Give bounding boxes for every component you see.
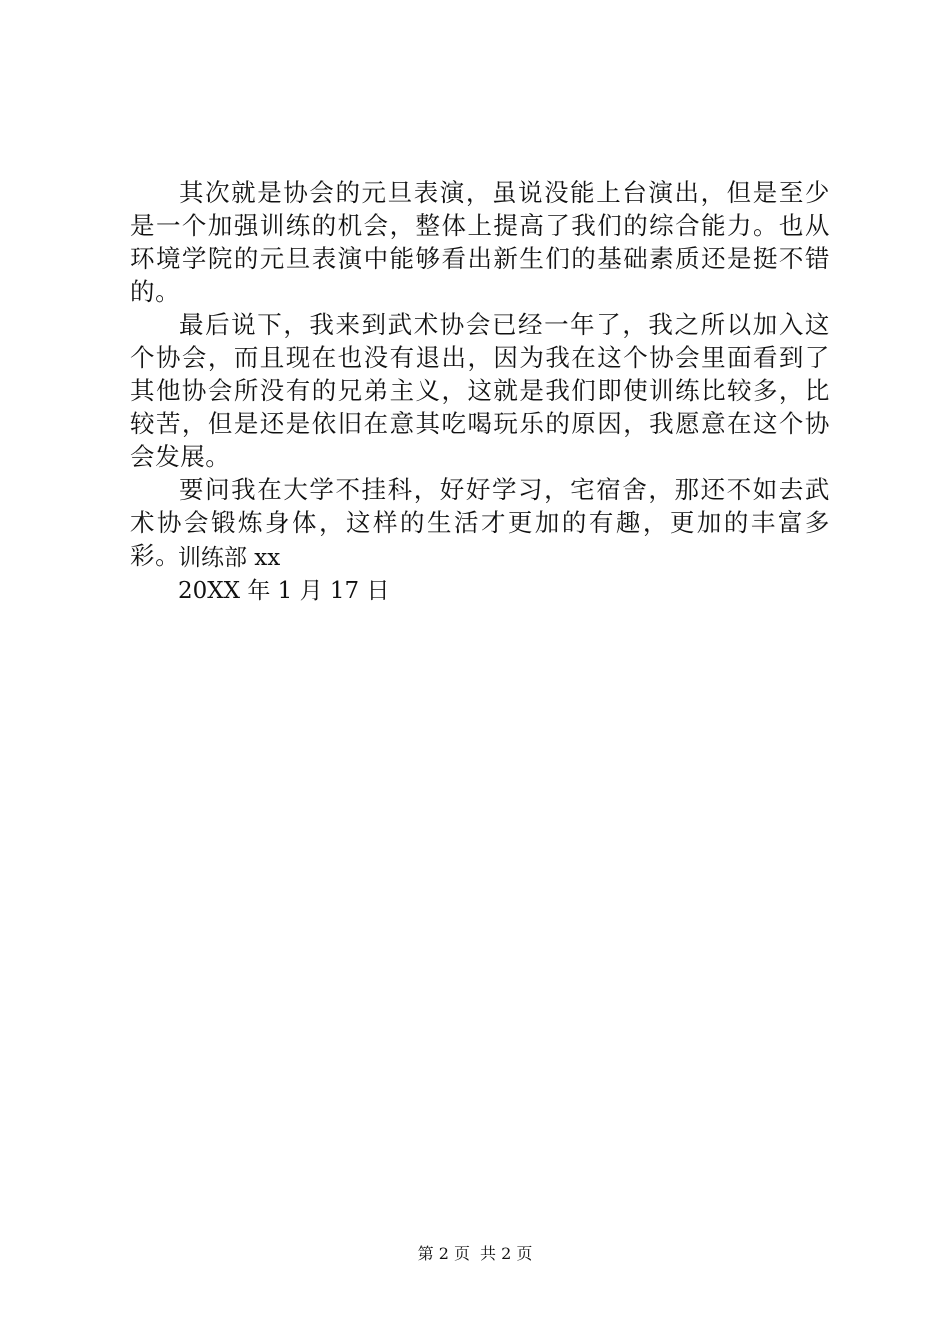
page-number-current: 第 2 页: [417, 1244, 470, 1263]
paragraph-performance: 其次就是协会的元旦表演，虽说没能上台演出，但是至少是一个加强训练的机会，整体上提高了我们的综合能力。也从环境学院的元旦表演中能够看出新生们的基础素质还是挺不错的。: [130, 178, 830, 306]
signature-department: 训练部 xx: [178, 545, 281, 571]
signature-date: 20XX 年 1 月 17 日: [178, 578, 390, 604]
page-number-total: 共 2 页: [480, 1244, 533, 1263]
paragraph-membership: 最后说下，我来到武术协会已经一年了，我之所以加入这个协会，而且现在也没有退出，因为我在这个协会里面看到了其他协会所没有的兄弟主义，这就是我们即使训练比较多，比较苦，但是还是依旧在意其吃喝玩乐的原因，我愿意在这个协会发展。: [130, 310, 830, 471]
page-footer: [0, 1244, 950, 1264]
paragraph-conclusion: 要问我在大学不挂科，好好学习，宅宿舍，那还不如去武术协会锻炼身体，这样的生活才更加的有趣，更加的丰富多彩。: [130, 475, 830, 570]
signature-block: [178, 542, 389, 608]
document-body: [130, 176, 830, 572]
